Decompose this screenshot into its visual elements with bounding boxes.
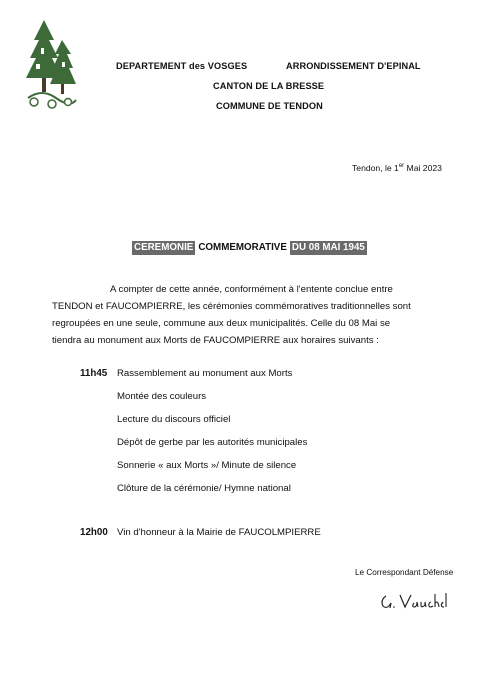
document-title	[132, 242, 367, 253]
canton-label: CANTON DE LA BRESSE	[213, 81, 325, 91]
intro-paragraph	[52, 281, 452, 349]
schedule-item: Rassemblement au monument aux Morts	[117, 368, 293, 379]
schedule-time-1: 11h45	[80, 368, 108, 379]
intro-line: regroupées en une seule, commune aux deux municipalités. Celle du 08 Mai se	[52, 318, 391, 329]
intro-line: A compter de cette année, conformément à l'entente conclue entre	[110, 284, 393, 295]
intro-line: TENDON et FAUCOMPIERRE, les cérémonies commémoratives traditionnelles sont	[52, 301, 411, 312]
date-suffix: Mai 2023	[404, 163, 442, 173]
date-superscript: er	[398, 163, 405, 170]
schedule-item: Montée des couleurs	[117, 391, 207, 402]
intro-line: tiendra au monument aux Morts de FAUCOMPIERRE aux horaires suivants :	[52, 335, 379, 346]
title-ceremonie: CEREMONIE	[134, 242, 194, 253]
date-prefix: Tendon, le 1	[352, 163, 399, 173]
department-label: DEPARTEMENT des VOSGES	[116, 61, 248, 71]
document-date	[352, 163, 442, 173]
handwritten-signature	[378, 588, 448, 614]
schedule-item: Dépôt de gerbe par les autorités municipales	[117, 437, 308, 448]
schedule-item: Clôture de la cérémonie/ Hymne national	[117, 483, 291, 494]
title-date: DU 08 MAI 1945	[291, 242, 365, 253]
commune-logo	[22, 18, 78, 110]
schedule-item-reception: Vin d'honneur à la Mairie de FAUCOLMPIERRE	[117, 527, 321, 538]
title-commemorative: COMMEMORATIVE	[198, 242, 287, 253]
arrondissement-label: ARRONDISSEMENT D'EPINAL	[286, 61, 421, 71]
schedule-time-2: 12h00	[80, 527, 108, 538]
schedule-item: Lecture du discours officiel	[117, 414, 231, 425]
commune-label: COMMUNE DE TENDON	[216, 101, 323, 111]
schedule-item: Sonnerie « aux Morts »/ Minute de silence	[117, 460, 297, 471]
correspondant-label: Le Correspondant Défense	[355, 568, 454, 577]
